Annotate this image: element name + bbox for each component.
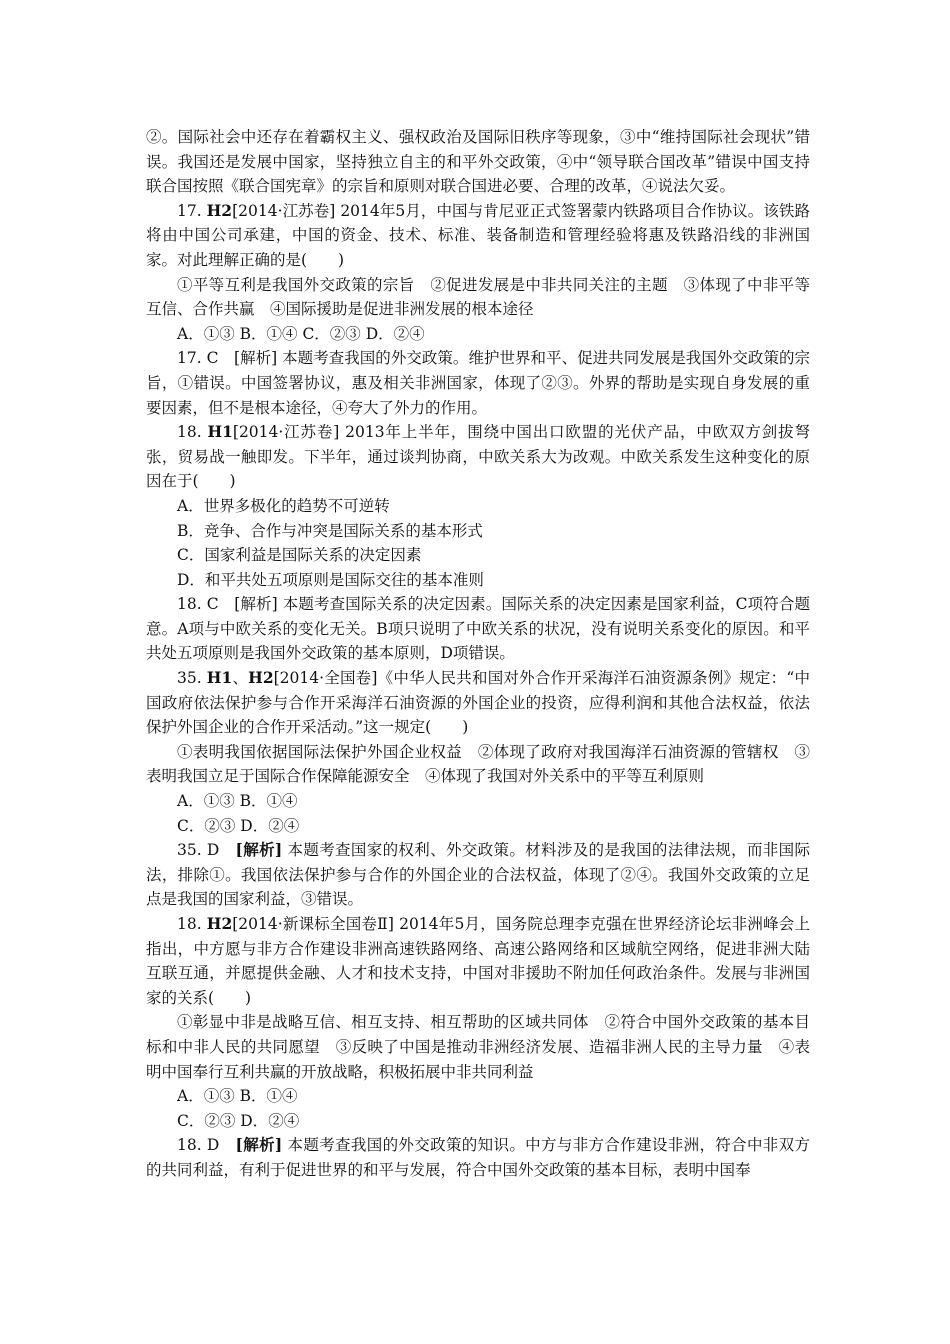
option-c: [146, 543, 810, 568]
answer-text: 本题考查国家的权利、外交政策。材料涉及的是我国的法律法规，而非国际法，排除①。我国依法保护参与合作的外国企业的合法权益，体现了②④。我国外交政策的立足点是我国的国家利益，③错误。: [146, 841, 810, 909]
question-35-statements: [146, 740, 810, 789]
answer-18-b: [146, 1133, 810, 1182]
paragraph-text: ②。国际社会中还存在着霸权主义、强权政治及国际旧秩序等现象，③中“维持国际社会现状”错误。我国还是发展中国家，坚持独立自主的和平外交政策，④中“领导联合国改革”错误中国支持联合国按照《联合国宪章》的宗旨和原则对联合国进必要、合理的改革，④说法欠妥。: [146, 128, 810, 196]
question-18-b-options-2: [146, 1109, 810, 1134]
option-a: [146, 494, 810, 519]
knowledge-code: H1: [207, 422, 233, 442]
question-35-options-2: [146, 814, 810, 839]
question-text: [2014·江苏卷] 2013年上半年，围绕中国出口欧盟的光伏产品，中欧双方剑拔弩张，贸易战一触即发。下半年，通过谈判协商，中欧关系大为改观。中欧关系发生这种变化的原因在于( ): [146, 423, 811, 491]
answer-17: [146, 346, 810, 420]
statement-text: ①平等互利是我国外交政策的宗旨 ②促进发展是中非共同关注的主题 ③体现了中非平等互信、合作共赢 ④国际援助是促进非洲发展的根本途径: [146, 275, 810, 319]
options-text: C．②③ D．②④: [177, 816, 300, 835]
question-17-options: [146, 322, 810, 347]
question-number: 18.: [177, 915, 207, 933]
question-number: 18.: [177, 423, 208, 442]
analysis-tag: [解析]: [235, 840, 283, 860]
code-separator: 、: [232, 669, 249, 688]
question-17: [146, 199, 810, 273]
question-18-b: [146, 912, 810, 1010]
question-18-a: [146, 420, 810, 494]
knowledge-code: H1: [206, 668, 233, 688]
answer-number: 35. D: [177, 841, 236, 860]
option-d: [146, 568, 810, 593]
option-text: C．国家利益是国际关系的决定因素: [177, 546, 422, 565]
option-text: B．竞争、合作与冲突是国际关系的基本形式: [177, 521, 483, 540]
option-b: [146, 519, 810, 544]
statement-text: ①表明我国依据国际法保护外国企业权益 ②体现了政府对我国海洋石油资源的管辖权 ③表明我国立足于国际合作保障能源安全 ④体现了我国对外关系中的平等互利原则: [146, 742, 810, 786]
question-18-b-statements: [146, 1010, 810, 1084]
answer-text: 本题考查我国的外交政策的知识。中方与非方合作建设非洲，符合中非双方的共同利益，有利于促进世界的和平与发展，符合中国外交政策的基本目标，表明中国奉: [146, 1136, 810, 1179]
knowledge-code: H2: [206, 914, 233, 933]
options-text: C．②③ D．②④: [177, 1111, 300, 1130]
question-text: [2014·新课标全国卷Ⅱ] 2014年5月，国务院总理李克强在世界经济论坛非洲峰会上指出，中方愿与非方合作建设非洲高速铁路网络、高速公路网络和区域航空网络，促进非洲大陆互联互通，并愿提供金融、人才和技术支持，中国对非援助不附加任何政治条件。发展与非洲国家的关系( ): [146, 915, 810, 1007]
answer-18-a: [146, 592, 810, 666]
question-number: 35.: [177, 669, 207, 688]
knowledge-code: H2: [206, 200, 233, 220]
question-text: [2014·全国卷]《中华人民共和国对外合作开采海洋石油资源条例》规定：“中国政府依法保护参与合作开采海洋石油资源的外国企业的投资，应得利润和其他合法权益，依法保护外国企业的合作开采活动。”这一规定( ): [146, 669, 810, 737]
analysis-tag: [解析]: [235, 1135, 283, 1155]
options-text: A．①③ B．①④: [177, 792, 298, 811]
option-text: A．世界多极化的趋势不可逆转: [177, 496, 390, 515]
options-text: A．①③ B．①④ C．②③ D．②④: [177, 324, 425, 343]
statement-text: ①彰显中非是战略互信、相互支持、相互帮助的区域共同体 ②符合中国外交政策的基本目标和中非人民的共同愿望 ③反映了中国是推动非洲经济发展、造福非洲人民的主导力量 ④表明中国奉行互利共赢的开放战略，积极拓展中非共同利益: [146, 1013, 810, 1081]
question-35: [146, 666, 810, 740]
answer-text: 18. C [解析] 本题考查国际关系的决定因素。国际关系的决定因素是国家利益，C项符合题意。A项与中欧关系的变化无关。B项只说明了中欧关系的状况，没有说明关系变化的原因。和平共处五项原则是我国外交政策的基本原则，D项错误。: [146, 595, 810, 663]
question-35-options-1: [146, 789, 810, 814]
option-text: D．和平共处五项原则是国际交往的基本准则: [177, 570, 484, 589]
question-number: 17.: [177, 201, 207, 220]
knowledge-code: H2: [248, 668, 274, 688]
options-text: A．①③ B．①④: [177, 1087, 298, 1106]
answer-35: [146, 838, 810, 912]
answer-text: 17. C [解析] 本题考查我国的外交政策。维护世界和平、促进共同发展是我国外交政策的宗旨，①错误。中国签署协议，惠及相关非洲国家，体现了②③。外界的帮助是实现自身发展的重要因素，但不是根本途径，④夸大了外力的作用。: [146, 349, 810, 417]
paragraph-continuation: [146, 125, 810, 199]
answer-number: 18. D: [177, 1136, 236, 1155]
question-17-statements: [146, 273, 810, 322]
document-page: [146, 125, 810, 1183]
question-18-b-options-1: [146, 1084, 810, 1109]
question-text: [2014·江苏卷] 2014年5月，中国与肯尼亚正式签署蒙内铁路项目合作协议。该铁路将由中国公司承建，中国的资金、技术、标准、装备制造和管理经验将惠及铁路沿线的非洲国家。对此理解正确的是( ): [146, 201, 810, 269]
